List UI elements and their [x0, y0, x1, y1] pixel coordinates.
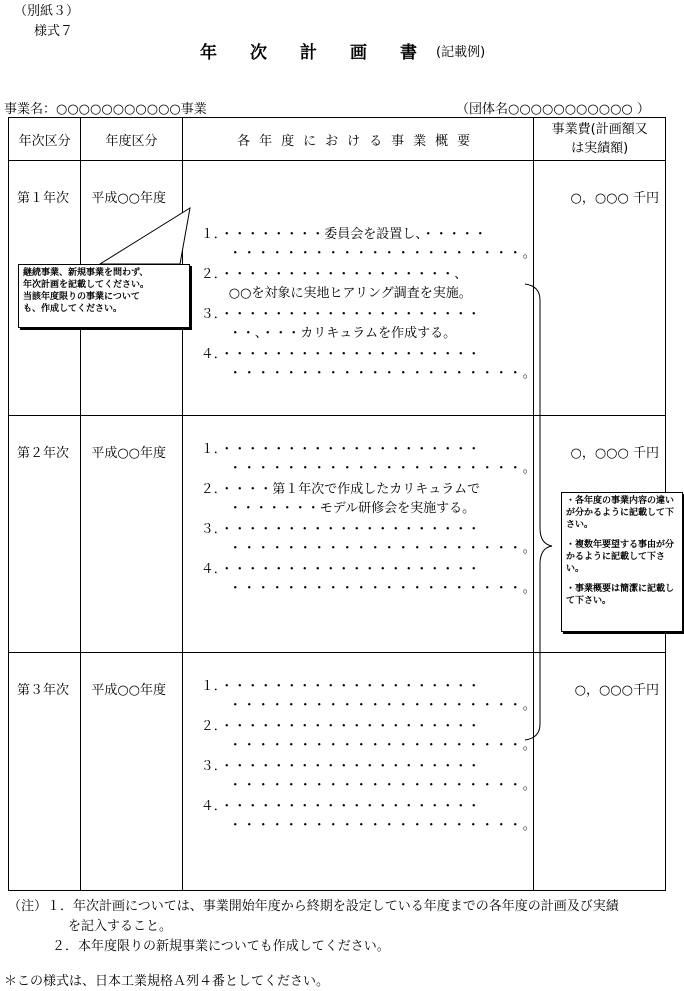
attachment-ref: （別紙３） [14, 4, 80, 19]
note-2: ２．本年度限りの新規事業についても作成してください。 [52, 939, 390, 954]
overview-line: ・・・・・・・・・・・・・・・・・・・・・。 [228, 778, 537, 793]
overview-line: ２．・・・・・・・・・・・・・・・・・・、 [200, 267, 468, 282]
header-year-division: 年次区分 [9, 118, 81, 161]
overview-line: ・・・・・・・・・・・・・・・・・・・・・。 [228, 738, 537, 753]
overview-line: ・・・・・・・モデル研修会を実施する。 [228, 501, 476, 516]
year-label: 第３年次 [17, 683, 70, 698]
callout-left-line: 年次計画を記載してください。 [23, 280, 150, 290]
callout-left-line: 当該年度限りの事業について [23, 292, 140, 302]
overview-line: ・・・・・・・・・・・・・・・・・・・・・。 [228, 698, 537, 713]
overview-line: ・・・・・・・・・・・・・・・・・・・・・。 [228, 366, 537, 381]
project-name: 事業名：○○○○○○○○○○○事業 [4, 102, 207, 117]
overview-line: ３．・・・・・・・・・・・・・・・・・・・・ [200, 522, 481, 537]
overview-line: ・・・・・・・・・・・・・・・・・・・・・。 [228, 581, 537, 596]
footer-note: ＊この様式は、日本工業規格Ａ列４番としてください。 [4, 974, 330, 989]
header-cost-line2: は実績額) [571, 141, 629, 156]
overview-line: ４．・・・・・・・・・・・・・・・・・・・・ [200, 799, 481, 814]
overview-line: ・・・・・・・・・・・・・・・・・・・・・。 [228, 541, 537, 556]
title-note: (記載例) [436, 45, 486, 60]
fy-label: 平成○○年度 [91, 191, 167, 206]
year-label: 第１年次 [17, 191, 70, 206]
callout-right [561, 492, 683, 632]
header-cost-line1: 事業費(計画額又 [551, 122, 648, 137]
cost-value: ○，○○○ 千円 [570, 446, 659, 461]
overview-line: ・・、・・・カリキュラムを作成する。 [228, 326, 457, 341]
overview-line: ２．・・・・・・・・・・・・・・・・・・・・ [200, 719, 481, 734]
note-1: （注）１．年次計画については、事業開始年度から終期を設定している年度までの各年度の計画及び実績 [8, 899, 619, 914]
page-title: 年次計画書 [200, 43, 450, 63]
overview-line: ・・・・・・・・・・・・・・・・・・・・・。 [228, 461, 537, 476]
note-1-cont: を記入すること。 [68, 919, 173, 934]
curly-brace [525, 284, 552, 740]
callout-pointer [100, 208, 190, 264]
year-label: 第２年次 [17, 446, 70, 461]
callout-left-line: も、作成してください。 [23, 304, 123, 314]
overview-line: ２．・・・・第１年次で作成したカリキュラムで [200, 482, 481, 497]
overview-line: ４．・・・・・・・・・・・・・・・・・・・・ [200, 562, 481, 577]
cost-value: ○，○○○ 千円 [570, 191, 659, 206]
overview-line: ３．・・・・・・・・・・・・・・・・・・・・ [200, 307, 481, 322]
callout-left [18, 264, 190, 328]
callout-right-item: ・複数年要望する事由が分かるように記載して下さい。 [566, 540, 675, 574]
overview-line: ４．・・・・・・・・・・・・・・・・・・・・ [200, 347, 481, 362]
overview-line: ３．・・・・・・・・・・・・・・・・・・・・ [200, 759, 481, 774]
header-fiscal-year: 年度区分 [81, 118, 182, 161]
callout-left-line: 継続事業、新規事業を問わず、 [23, 268, 149, 278]
overview-line: １．・・・・・・・・・・・・・・・・・・・・ [200, 679, 481, 694]
callout-right-item: ・各年度の事業内容の違いが分かるように記載して下さい。 [566, 496, 675, 530]
overview-line: ○○を対象に実地ヒアリング調査を実施。 [228, 286, 472, 301]
fy-label: 平成○○年度 [91, 446, 167, 461]
form-number: 様式７ [34, 24, 74, 39]
overview-line: １．・・・・・・・・委員会を設置し、・・・・・ [200, 227, 487, 242]
cost-value: ○，○○○千円 [574, 683, 659, 698]
fy-label: 平成○○年度 [91, 683, 167, 698]
overview-line: ・・・・・・・・・・・・・・・・・・・・・。 [228, 246, 537, 261]
overview-line: １．・・・・・・・・・・・・・・・・・・・・ [200, 442, 481, 457]
overview-line: ・・・・・・・・・・・・・・・・・・・・・。 [228, 818, 537, 833]
header-overview-text: 各年度における事業概要 [237, 133, 480, 149]
callout-right-item: ・事業概要は簡潔に記載して下さい。 [566, 584, 675, 606]
organization-name: （団体名○○○○○○○○○○○ ） [456, 102, 650, 117]
